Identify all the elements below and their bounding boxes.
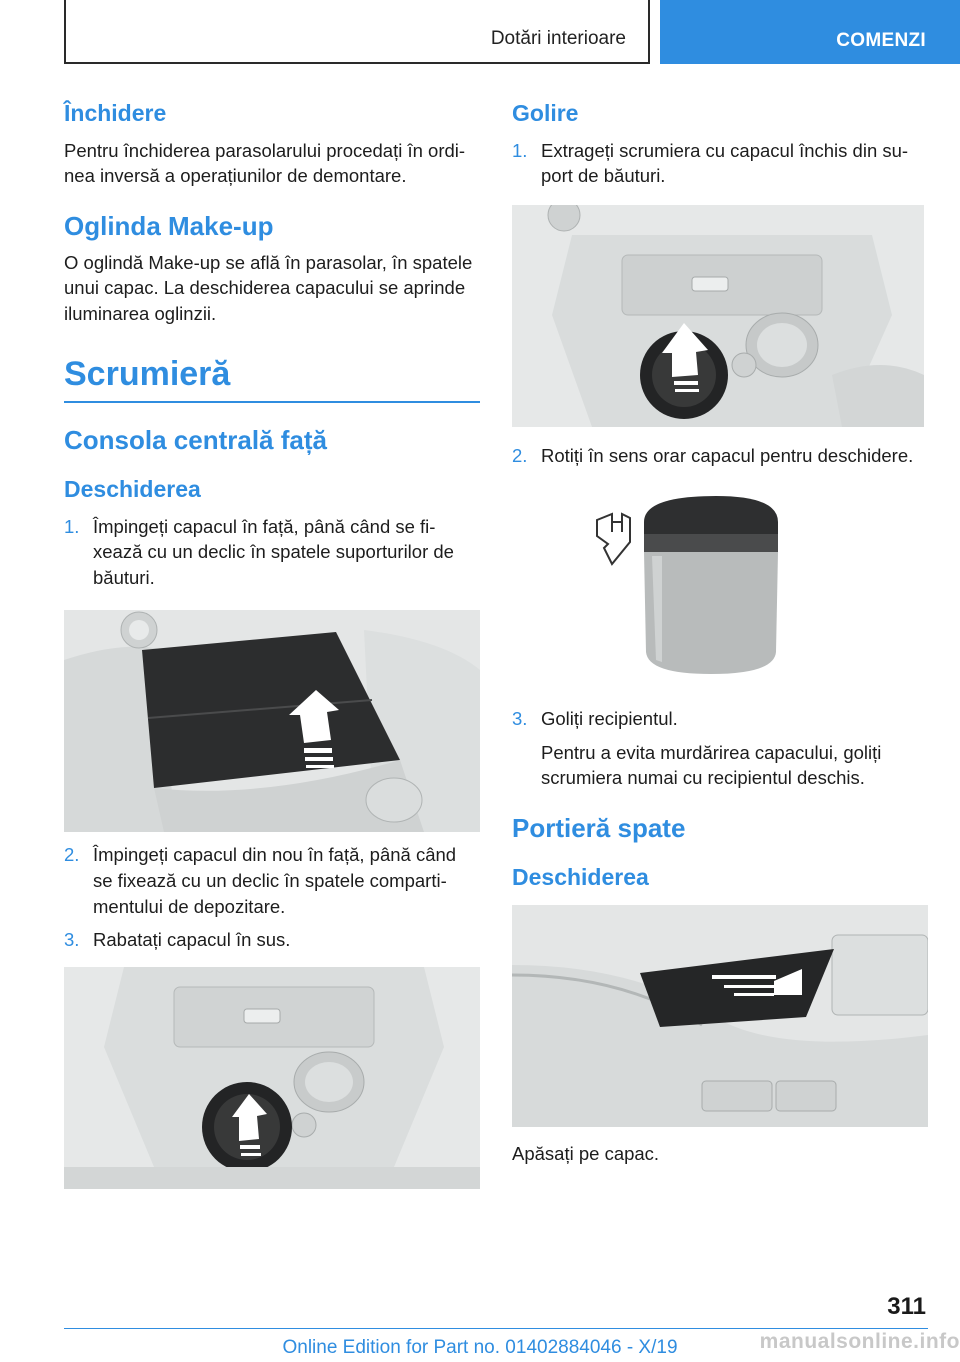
closing-heading: Închidere xyxy=(64,100,167,126)
list-item xyxy=(512,706,928,732)
mirror-heading: Oglinda Make-up xyxy=(64,210,274,241)
closing-text: Pentru închiderea parasolarului procedați în ordi-nea inversă a operațiunilor de demontare. xyxy=(64,139,466,187)
step-number: 1. xyxy=(512,139,528,161)
console-cover-illustration xyxy=(64,610,480,832)
watermark: manualsonline.info xyxy=(759,1330,960,1353)
step-text: Goliți recipientul. xyxy=(541,708,678,730)
mirror-text: O oglindă Make-up se află în parasolar, în spatele unui capac. La deschiderea capacului se aprinde iluminarea oglinzii. xyxy=(64,251,473,324)
rear-door-illustration xyxy=(512,905,928,1127)
console-heading: Consola centrală față xyxy=(64,425,327,456)
opening-heading: Deschiderea xyxy=(64,476,201,503)
cup-holder-ashtray-illustration xyxy=(64,967,480,1189)
rear-door-heading: Portieră spate xyxy=(512,812,686,843)
list-item xyxy=(64,842,480,919)
right-column xyxy=(512,100,928,1167)
step-text: Rotiți în sens orar capacul pentru deschidere. xyxy=(541,444,914,466)
step-number: 3. xyxy=(64,929,80,951)
footer-edition: Online Edition for Part no. 01402884046 - X/19 xyxy=(282,1337,678,1358)
empty-heading: Golire xyxy=(512,100,579,126)
header-chapter-title: COMENZI xyxy=(836,30,926,51)
step-number: 1. xyxy=(64,515,80,537)
ashtray-removal-illustration xyxy=(512,205,924,427)
header-section-title: Dotări interioare xyxy=(490,28,626,49)
ashtray-heading: Scrumieră xyxy=(64,354,480,403)
step-number: 3. xyxy=(512,708,528,730)
step-text: Împingeți capacul din nou în față, până când se fixează cu un declic în spatele comparti-mentului de depozitare. xyxy=(93,844,457,917)
step-text: Împingeți capacul în față, până când se fi-xează cu un declic în spatele suporturilor de băuturi. xyxy=(93,515,454,588)
header-section-box xyxy=(64,0,650,64)
footer-divider xyxy=(64,1328,928,1329)
ashtray-cup-figure xyxy=(512,492,928,692)
ashtray-removal-figure xyxy=(512,205,924,427)
list-item xyxy=(512,443,928,469)
left-column xyxy=(64,100,480,1189)
list-item xyxy=(64,514,480,591)
list-item xyxy=(64,927,480,953)
step-number: 2. xyxy=(512,444,528,466)
console-cover-figure xyxy=(64,610,480,832)
step-text: Extrageți scrumiera cu capacul închis din su-port de băuturi. xyxy=(541,139,909,187)
step-note: Pentru a evita murdărirea capacului, goliți scrumiera numai cu recipientul deschis. xyxy=(541,741,882,789)
list-item xyxy=(512,138,928,189)
rear-opening-heading: Deschiderea xyxy=(512,863,649,890)
cup-holder-ashtray-figure xyxy=(64,967,480,1189)
header-chapter-box xyxy=(660,0,960,64)
page-number: 311 xyxy=(887,1293,926,1320)
rear-door-figure xyxy=(512,905,928,1127)
step-number: 2. xyxy=(64,844,80,866)
step-text: Rabatați capacul în sus. xyxy=(93,929,291,951)
rear-text: Apăsați pe capac. xyxy=(512,1143,660,1165)
ashtray-cup-illustration xyxy=(512,492,928,692)
